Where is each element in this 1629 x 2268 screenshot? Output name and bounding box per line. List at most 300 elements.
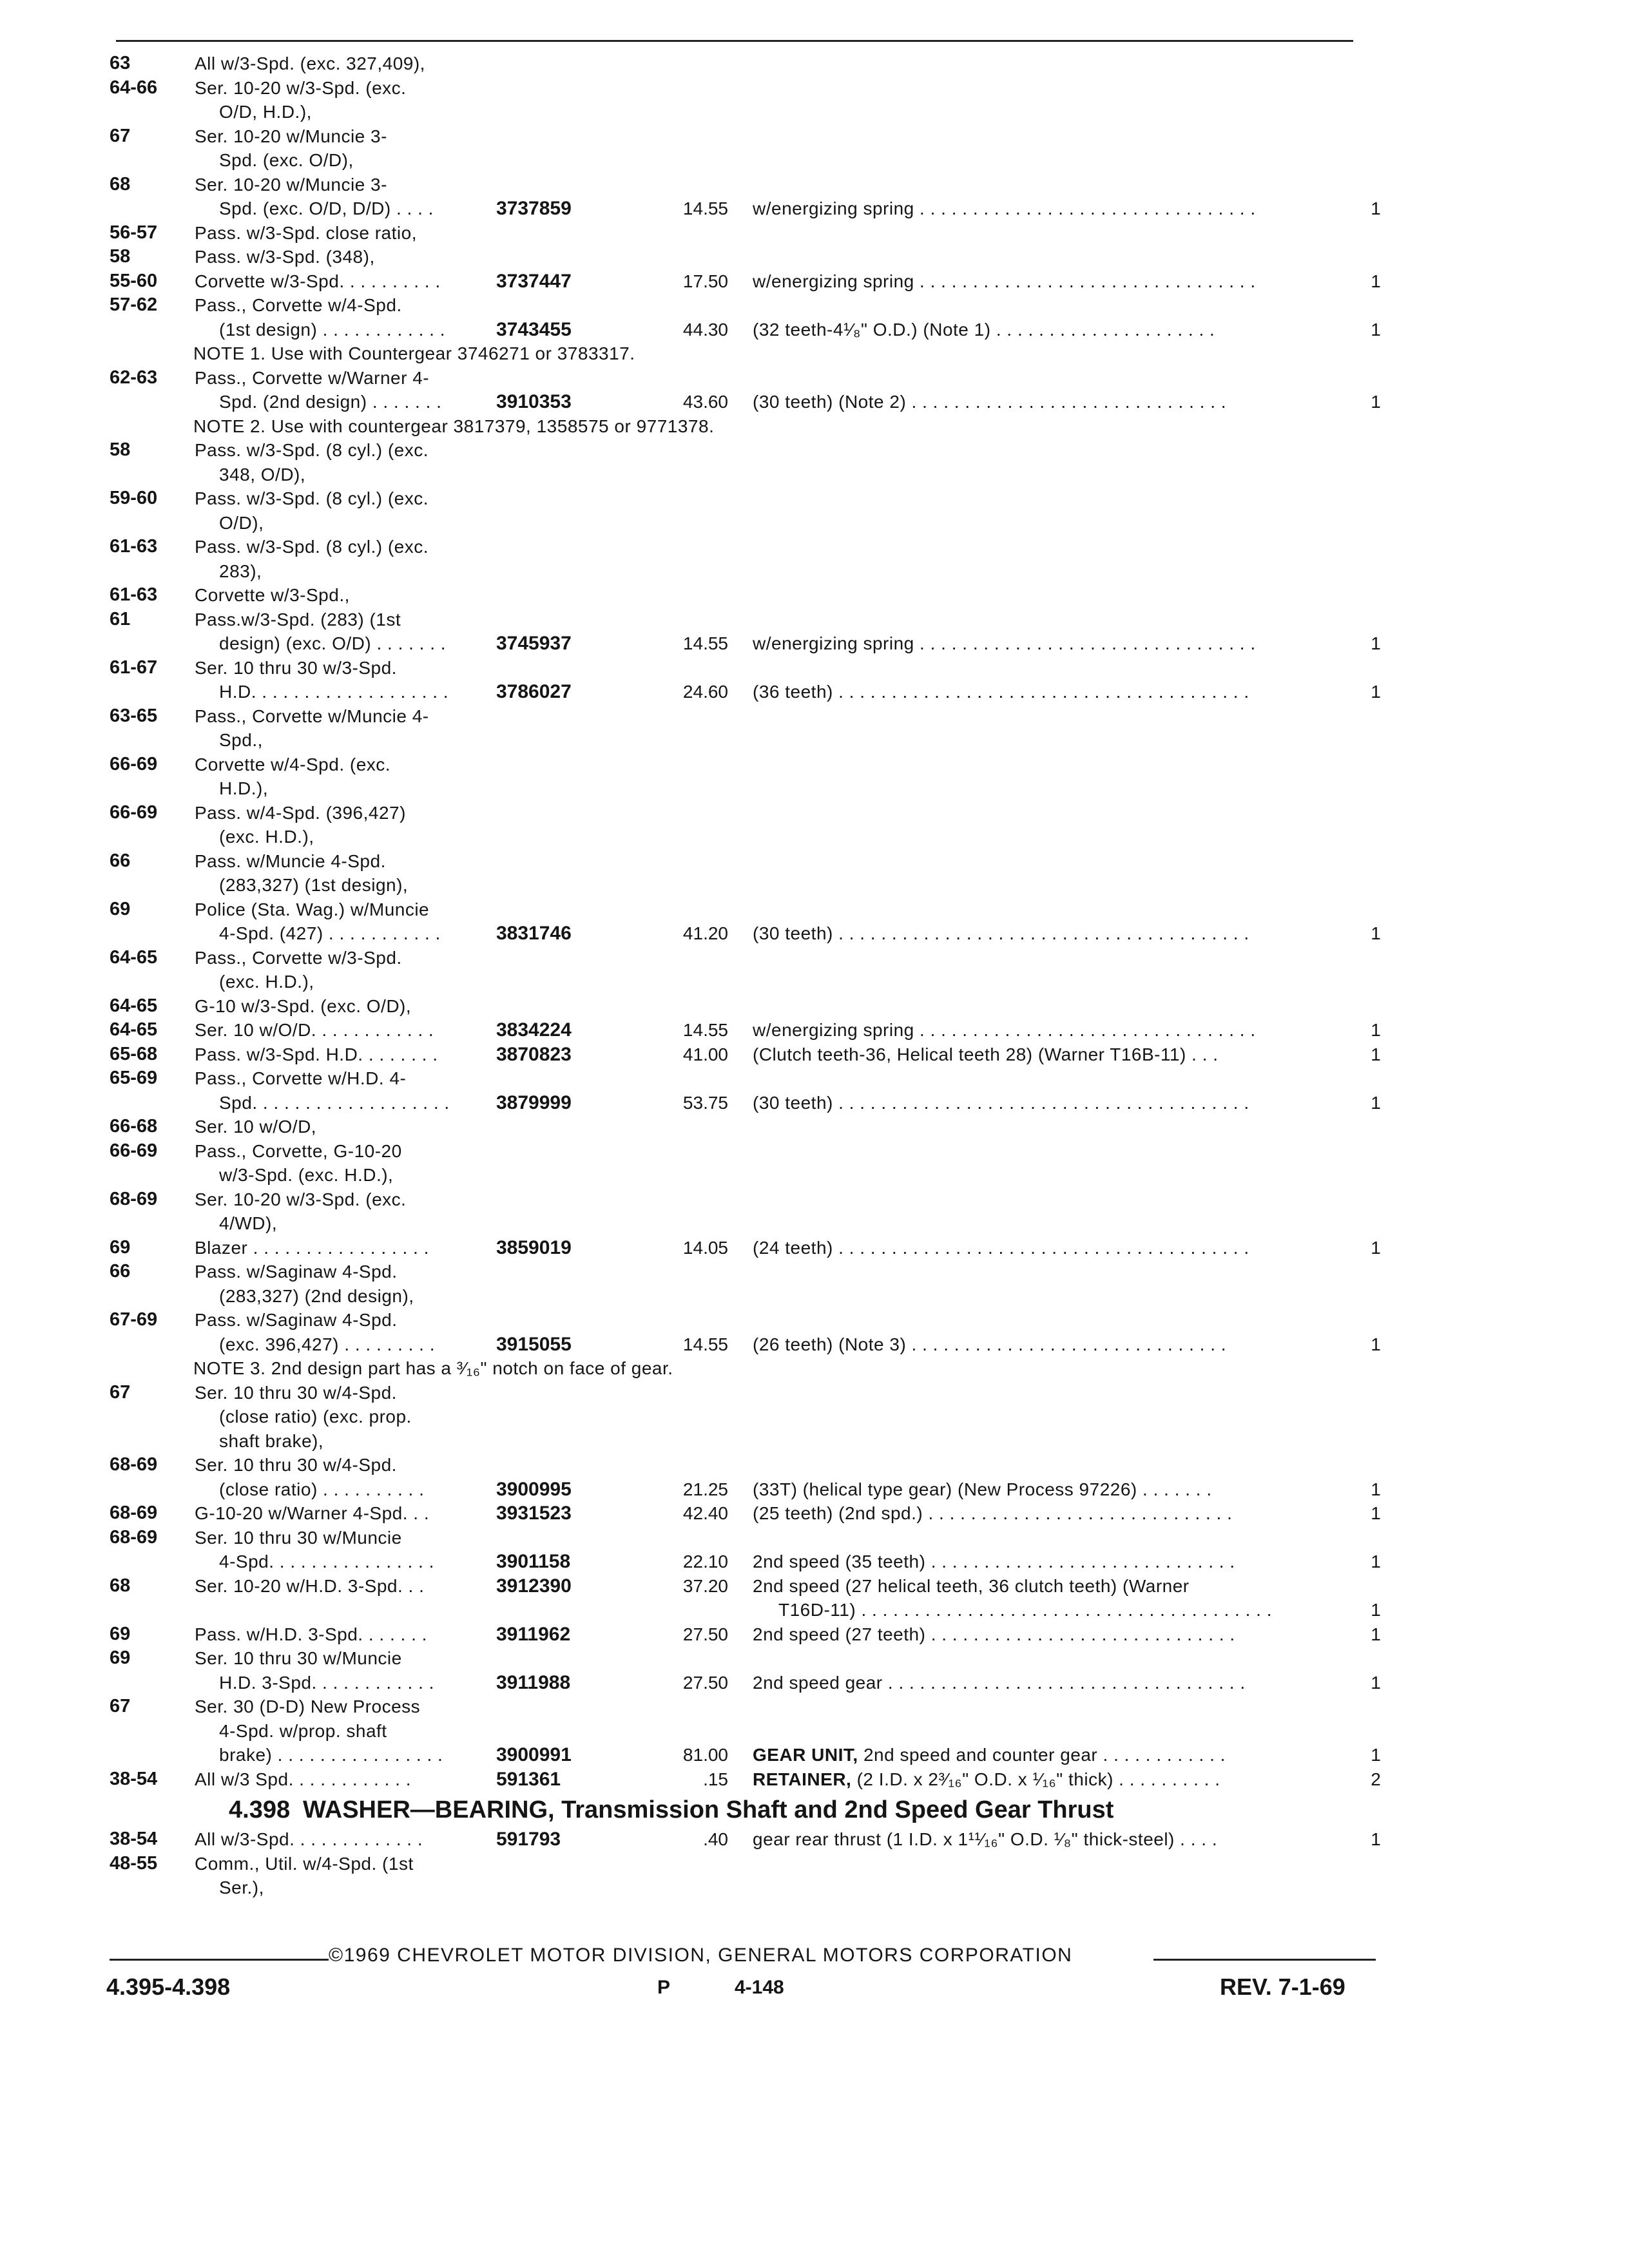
table-row [0, 946, 1629, 970]
application: (exc. H.D.), [219, 972, 314, 992]
description [753, 1767, 1220, 1792]
application: Pass. w/3-Spd. (8 cyl.) (exc. [195, 440, 429, 460]
table-row [0, 1852, 1629, 1876]
model-years: 66-69 [110, 753, 158, 774]
description [753, 1550, 1235, 1574]
model-years: 68 [110, 173, 131, 195]
description-text: (24 teeth) . . . . . . . . . . . . . . . . . . . . . . . . . . . . . . . . . . . . . . . [753, 1237, 1249, 1258]
description-text: 2nd speed (27 helical teeth, 36 clutch teeth) (Warner [753, 1575, 1190, 1596]
model-years: 65-68 [110, 1043, 158, 1064]
model-years: 61-63 [110, 584, 158, 605]
table-row [0, 1695, 1629, 1719]
model-years: 63-65 [110, 705, 158, 726]
application: 4-Spd. w/prop. shaft [219, 1720, 387, 1741]
part-number: 3931523 [496, 1503, 572, 1524]
description-text: 2nd speed (27 teeth) . . . . . . . . . . . . . . . . . . . . . . . . . . . . . [753, 1624, 1235, 1644]
description-text: (33T) (helical type gear) (New Process 97226) . . . . . . . [753, 1479, 1212, 1499]
table-row [0, 1018, 1629, 1043]
table-row [0, 608, 1629, 632]
application: Spd., [219, 730, 263, 750]
application: (exc. 396,427) . . . . . . . . . [219, 1334, 436, 1354]
description [753, 680, 1249, 704]
description [753, 1236, 1249, 1260]
application: Pass. w/Saginaw 4-Spd. [195, 1262, 398, 1282]
section-reference: 4.395-4.398 [106, 1974, 231, 2000]
description [753, 390, 1226, 414]
description-text: (36 teeth) . . . . . . . . . . . . . . . . . . . . . . . . . . . . . . . . . . . . . . . [753, 682, 1249, 702]
part-number: 3834224 [496, 1019, 572, 1041]
application: H.D. 3-Spd. . . . . . . . . . . . [219, 1672, 434, 1693]
model-years: 66 [110, 850, 131, 871]
description [753, 197, 1256, 221]
table-row [0, 293, 1629, 318]
table-row [0, 1876, 1629, 1900]
model-years: 67-69 [110, 1309, 158, 1330]
table-row [0, 1598, 1629, 1622]
model-years: 66-69 [110, 802, 158, 823]
model-years: 66-69 [110, 1140, 158, 1161]
model-years: 66-68 [110, 1116, 158, 1137]
price: 24.60 [682, 682, 728, 702]
application: (1st design) . . . . . . . . . . . . [219, 319, 445, 340]
table-row [0, 148, 1629, 173]
model-years: 68-69 [110, 1454, 158, 1475]
price: 14.55 [682, 1334, 728, 1354]
application: Comm., Util. w/4-Spd. (1st [195, 1853, 414, 1874]
application: Ser. 10 thru 30 w/Muncie [195, 1648, 402, 1668]
description [753, 1827, 1217, 1852]
application: Pass., Corvette w/H.D. 4- [195, 1068, 407, 1088]
description-text: (25 teeth) (2nd spd.) . . . . . . . . . . . . . . . . . . . . . . . . . . . . . [753, 1503, 1233, 1523]
model-years: 55-60 [110, 270, 158, 291]
quantity: 1 [1371, 1745, 1381, 1765]
part-number: 3900995 [496, 1478, 572, 1500]
table-row [0, 1827, 1629, 1852]
application: Pass., Corvette w/3-Spd. [195, 947, 402, 968]
description [753, 1574, 1190, 1599]
application: shaft brake), [219, 1430, 324, 1451]
footer-copyright: ©1969 CHEVROLET MOTOR DIVISION, GENERAL MOTORS CORPORATION [329, 1945, 1073, 1966]
model-years: 65-69 [110, 1068, 158, 1088]
price: 41.00 [682, 1044, 728, 1064]
table-row [0, 1550, 1629, 1574]
part-number: 3831746 [496, 923, 572, 944]
table-row [0, 1091, 1629, 1115]
description [753, 1018, 1256, 1043]
table-row [0, 583, 1629, 608]
description-text: (30 teeth) (Note 2) . . . . . . . . . . . . . . . . . . . . . . . . . . . . . . [753, 392, 1227, 412]
table-row [0, 1260, 1629, 1284]
price: 27.50 [682, 1624, 728, 1644]
application: (close ratio) . . . . . . . . . . [219, 1479, 425, 1499]
description-text: (26 teeth) (Note 3) . . . . . . . . . . . . . . . . . . . . . . . . . . . . . . [753, 1334, 1227, 1354]
table-row [0, 1719, 1629, 1744]
model-years: 57-62 [110, 294, 158, 315]
table-row [0, 197, 1629, 221]
price: 14.55 [682, 633, 728, 653]
application: Ser. 10-20 w/H.D. 3-Spd. . . [195, 1575, 425, 1596]
table-row [0, 1381, 1629, 1405]
part-number: 3912390 [496, 1575, 572, 1597]
application: design) (exc. O/D) . . . . . . . [219, 633, 447, 653]
quantity: 1 [1371, 1020, 1381, 1040]
quantity: 1 [1371, 1829, 1381, 1849]
application: G-10 w/3-Spd. (exc. O/D), [195, 995, 412, 1016]
application: Pass. w/3-Spd. (348), [195, 247, 375, 267]
application: Pass. w/H.D. 3-Spd. . . . . . . [195, 1624, 427, 1644]
table-row [0, 1066, 1629, 1091]
model-years: 58 [110, 246, 131, 267]
description-text: 2nd speed gear . . . . . . . . . . . . . . . . . . . . . . . . . . . . . . . . . . [753, 1672, 1246, 1693]
application: brake) . . . . . . . . . . . . . . . . [219, 1745, 443, 1765]
table-row [0, 463, 1629, 487]
description [753, 1332, 1226, 1357]
quantity: 1 [1371, 1672, 1381, 1693]
page-number: 4-148 [735, 1977, 784, 1998]
description-text: 2nd speed (35 teeth) . . . . . . . . . . . . . . . . . . . . . . . . . . . . . [753, 1552, 1235, 1571]
section-rows [0, 1827, 1629, 1900]
application: Ser. 10 thru 30 w/4-Spd. [195, 1455, 397, 1475]
table-row [0, 1526, 1629, 1550]
price: .40 [703, 1829, 728, 1849]
table-row [0, 173, 1629, 197]
table-row [0, 511, 1629, 535]
application: Ser. 10-20 w/3-Spd. (exc. [195, 1189, 407, 1209]
table-row [0, 825, 1629, 849]
price: 81.00 [682, 1745, 728, 1765]
part-number: 3900991 [496, 1744, 572, 1765]
model-years: 62-63 [110, 367, 158, 388]
application: Police (Sta. Wag.) w/Muncie [195, 899, 430, 919]
part-number: 3911962 [496, 1623, 571, 1645]
part-number: 3859019 [496, 1236, 572, 1258]
application: All w/3-Spd. . . . . . . . . . . . . [195, 1829, 423, 1849]
description-text: (30 teeth) . . . . . . . . . . . . . . . . . . . . . . . . . . . . . . . . . . . . . . . [753, 1092, 1249, 1113]
section-number: 4.398 [229, 1796, 291, 1823]
application: Ser. 10-20 w/3-Spd. (exc. [195, 77, 407, 98]
part-number: 591361 [496, 1768, 561, 1790]
application: Spd. (exc. O/D, D/D) . . . . [219, 198, 434, 218]
price: 27.50 [682, 1672, 728, 1693]
description-text: (30 teeth) . . . . . . . . . . . . . . . . . . . . . . . . . . . . . . . . . . . . . . . [753, 923, 1249, 943]
table-row [0, 76, 1629, 101]
part-number: 3737859 [496, 198, 572, 219]
application: Pass., Corvette, G-10-20 [195, 1140, 402, 1161]
application: Pass.w/3-Spd. (283) (1st [195, 609, 401, 629]
price: .15 [703, 1769, 728, 1789]
table-row [0, 52, 1629, 76]
table-row [0, 1308, 1629, 1332]
top-rule [116, 40, 1353, 42]
application: 4/WD), [219, 1213, 278, 1233]
table-row [0, 776, 1629, 801]
table-row [0, 535, 1629, 559]
application: Pass. w/3-Spd. (8 cyl.) (exc. [195, 488, 429, 508]
table-row [0, 753, 1629, 777]
description-text: (Clutch teeth-36, Helical teeth 28) (Warner T16B-11) . . . [753, 1044, 1219, 1064]
table-row [0, 849, 1629, 874]
application: Corvette w/4-Spd. (exc. [195, 754, 391, 774]
footer-rule-right [1153, 1959, 1376, 1961]
application: Corvette w/3-Spd. . . . . . . . . . [195, 271, 441, 291]
table-row [0, 1163, 1629, 1187]
model-years: 64-65 [110, 1019, 158, 1040]
table-row [0, 1405, 1629, 1429]
quantity: 1 [1371, 1479, 1381, 1499]
model-years: 68-69 [110, 1503, 158, 1523]
application: (283,327) (2nd design), [219, 1285, 414, 1306]
application: Ser. 10 w/O/D, [195, 1117, 317, 1137]
model-years: 63 [110, 53, 131, 73]
quantity: 1 [1371, 1624, 1381, 1644]
parts-list [0, 52, 1629, 1900]
quantity: 1 [1371, 682, 1381, 702]
table-row [0, 269, 1629, 294]
table-row [0, 728, 1629, 753]
quantity: 1 [1371, 633, 1381, 653]
table-row [0, 390, 1629, 414]
note-row [0, 414, 1629, 439]
part-number: 3901158 [496, 1551, 571, 1572]
model-years: 61 [110, 608, 131, 629]
model-years: 69 [110, 1236, 131, 1258]
application: 283), [219, 561, 262, 581]
application: Ser. 10-20 w/Muncie 3- [195, 174, 387, 195]
footer-rule-left [110, 1959, 329, 1961]
quantity: 1 [1371, 319, 1381, 340]
application: O/D), [219, 512, 264, 533]
part-number: 3879999 [496, 1091, 572, 1113]
application: Pass. w/4-Spd. (396,427) [195, 802, 406, 823]
description-text: (32 teeth-4¹⁄₈" O.D.) (Note 1) . . . . . . . . . . . . . . . . . . . . . [753, 319, 1215, 340]
part-number: 3911988 [496, 1671, 571, 1693]
quantity: 1 [1371, 1092, 1381, 1113]
table-row [0, 438, 1629, 463]
table-row [0, 124, 1629, 149]
table-row [0, 1501, 1629, 1526]
description [778, 1598, 1272, 1622]
table-row [0, 801, 1629, 825]
table-row [0, 873, 1629, 898]
table-row [0, 559, 1629, 584]
model-years: 61-63 [110, 536, 158, 557]
price: 53.75 [682, 1092, 728, 1113]
description [753, 921, 1249, 946]
note-row [0, 341, 1629, 366]
price: 17.50 [682, 271, 728, 291]
price: 41.20 [682, 923, 728, 943]
model-years: 67 [110, 1696, 131, 1716]
table-row [0, 1767, 1629, 1792]
quantity: 1 [1371, 1552, 1381, 1571]
application: Ser. 30 (D-D) New Process [195, 1696, 421, 1716]
price: 14.55 [682, 1020, 728, 1040]
table-row [0, 221, 1629, 245]
model-years: 67 [110, 1381, 131, 1403]
part-number: 3786027 [496, 681, 572, 702]
model-years: 69 [110, 1623, 131, 1644]
quantity: 2 [1371, 1769, 1381, 1789]
table-row [0, 898, 1629, 922]
model-years: 38-54 [110, 1829, 158, 1849]
application: w/3-Spd. (exc. H.D.), [219, 1165, 394, 1185]
model-years: 69 [110, 1648, 131, 1668]
note-text: NOTE 2. Use with countergear 3817379, 1358575 or 9771378. [193, 416, 715, 436]
application: Ser. 10 thru 30 w/4-Spd. [195, 1382, 397, 1403]
part-number: 3737447 [496, 270, 572, 292]
application: 4-Spd. (427) . . . . . . . . . . . [219, 923, 441, 943]
description-text: (2 I.D. x 2³⁄₁₆" O.D. x ¹⁄₁₆" thick) . . . . . . . . . . [851, 1769, 1220, 1789]
note-text: NOTE 1. Use with Countergear 3746271 or 3783317. [193, 343, 635, 363]
description-text: w/energizing spring . . . . . . . . . . . . . . . . . . . . . . . . . . . . . . . . [753, 271, 1256, 291]
application: (exc. H.D.), [219, 827, 314, 847]
table-row [0, 680, 1629, 704]
description [753, 1043, 1219, 1067]
table-row [0, 631, 1629, 656]
table-row [0, 1115, 1629, 1139]
description [753, 1501, 1232, 1526]
table-row [0, 1574, 1629, 1599]
description-text: 2nd speed and counter gear . . . . . . . . . . . . [858, 1745, 1226, 1765]
parts-rows [0, 52, 1629, 1791]
description [753, 1091, 1249, 1115]
table-row [0, 970, 1629, 994]
table-row [0, 1187, 1629, 1212]
table-row [0, 1211, 1629, 1236]
application: (283,327) (1st design), [219, 875, 409, 895]
quantity: 1 [1371, 198, 1381, 218]
table-row [0, 1236, 1629, 1260]
part-number: 591793 [496, 1829, 561, 1850]
application: Pass., Corvette w/4-Spd. [195, 295, 402, 315]
table-row [0, 994, 1629, 1019]
part-number: 3915055 [496, 1333, 572, 1355]
description [753, 1671, 1246, 1695]
revision-date: REV. 7-1-69 [1220, 1974, 1345, 2000]
application: All w/3-Spd. (exc. 327,409), [195, 53, 425, 73]
description-text: w/energizing spring . . . . . . . . . . . . . . . . . . . . . . . . . . . . . . . . [753, 1020, 1256, 1040]
application: Pass. w/3-Spd. close ratio, [195, 222, 417, 243]
model-years: 38-54 [110, 1768, 158, 1789]
application: (close ratio) (exc. prop. [219, 1407, 412, 1427]
section-heading [0, 1791, 1629, 1827]
application: Spd. . . . . . . . . . . . . . . . . . . [219, 1092, 450, 1113]
model-years: 48-55 [110, 1852, 158, 1874]
quantity: 1 [1371, 1044, 1381, 1064]
price: 14.55 [682, 198, 728, 218]
page-letter: P [657, 1977, 671, 1998]
description [753, 631, 1256, 656]
note-row [0, 1356, 1629, 1381]
table-row [0, 1284, 1629, 1309]
table-row [0, 1743, 1629, 1767]
table-row [0, 245, 1629, 269]
table-row [0, 921, 1629, 946]
quantity: 1 [1371, 1600, 1381, 1620]
table-row [0, 1622, 1629, 1647]
application: Ser. 10 w/O/D. . . . . . . . . . . . [195, 1020, 434, 1040]
quantity: 1 [1371, 1503, 1381, 1523]
model-years: 58 [110, 439, 131, 460]
price: 37.20 [682, 1575, 728, 1596]
application: Spd. (exc. O/D), [219, 150, 354, 170]
application: Corvette w/3-Spd., [195, 585, 350, 605]
application: Spd. (2nd design) . . . . . . . [219, 392, 442, 412]
application: Pass. w/3-Spd. H.D. . . . . . . . [195, 1044, 438, 1064]
part-number: 3745937 [496, 633, 572, 654]
application: Pass., Corvette w/Warner 4- [195, 367, 430, 388]
part-number: 3870823 [496, 1043, 572, 1065]
price: 43.60 [682, 392, 728, 412]
application: Pass., Corvette w/Muncie 4- [195, 706, 429, 726]
application: Ser. 10 thru 30 w/3-Spd. [195, 657, 397, 678]
description-text: gear rear thrust (1 I.D. x 1¹¹⁄₁₆" O.D. ¹⁄₈" thick-steel) . . . . [753, 1829, 1218, 1849]
table-row [0, 366, 1629, 390]
model-years: 64-65 [110, 995, 158, 1016]
table-row [0, 656, 1629, 680]
table-row [0, 1043, 1629, 1067]
table-row [0, 1646, 1629, 1671]
description-item-name: GEAR UNIT, [753, 1745, 858, 1765]
description [753, 1477, 1212, 1502]
application: Pass. w/Muncie 4-Spd. [195, 850, 386, 871]
price: 42.40 [682, 1503, 728, 1523]
part-number: 3743455 [496, 318, 572, 340]
section-title: WASHER—BEARING, Transmission Shaft and 2nd Speed Gear Thrust [303, 1796, 1114, 1823]
table-row [0, 1671, 1629, 1695]
price: 44.30 [682, 319, 728, 340]
application: Ser. 10-20 w/Muncie 3- [195, 126, 387, 146]
quantity: 1 [1371, 923, 1381, 943]
table-row [0, 1139, 1629, 1164]
price: 21.25 [682, 1479, 728, 1499]
description [753, 1743, 1226, 1767]
application: Ser. 10 thru 30 w/Muncie [195, 1527, 402, 1548]
application: G-10-20 w/Warner 4-Spd. . . [195, 1503, 430, 1523]
part-number: 3910353 [496, 391, 572, 412]
table-row [0, 1477, 1629, 1502]
price: 22.10 [682, 1552, 728, 1571]
model-years: 56-57 [110, 222, 158, 243]
table-row [0, 100, 1629, 124]
model-years: 68-69 [110, 1526, 158, 1548]
application: All w/3 Spd. . . . . . . . . . . . [195, 1769, 411, 1789]
description-text: w/energizing spring . . . . . . . . . . . . . . . . . . . . . . . . . . . . . . . . [753, 198, 1256, 218]
table-row [0, 1453, 1629, 1477]
table-row [0, 1429, 1629, 1454]
application: H.D.), [219, 778, 269, 798]
application: Ser.), [219, 1878, 264, 1898]
description-text: T16D-11) . . . . . . . . . . . . . . . . . . . . . . . . . . . . . . . . . . . . . . . [778, 1600, 1272, 1620]
description [753, 318, 1215, 342]
application: Blazer . . . . . . . . . . . . . . . . . [195, 1237, 429, 1258]
table-row [0, 318, 1629, 342]
quantity: 1 [1371, 1334, 1381, 1354]
model-years: 67 [110, 125, 131, 146]
table-row [0, 486, 1629, 511]
application: 4-Spd. . . . . . . . . . . . . . . . [219, 1552, 434, 1571]
description-text: w/energizing spring . . . . . . . . . . . . . . . . . . . . . . . . . . . . . . . . [753, 633, 1256, 653]
model-years: 66 [110, 1261, 131, 1282]
model-years: 64-66 [110, 77, 158, 98]
description [753, 269, 1256, 294]
application: Pass. w/3-Spd. (8 cyl.) (exc. [195, 537, 429, 557]
application: 348, O/D), [219, 464, 306, 485]
quantity: 1 [1371, 271, 1381, 291]
application: H.D. . . . . . . . . . . . . . . . . . . [219, 682, 449, 702]
application: Pass. w/Saginaw 4-Spd. [195, 1310, 398, 1330]
table-row [0, 704, 1629, 729]
